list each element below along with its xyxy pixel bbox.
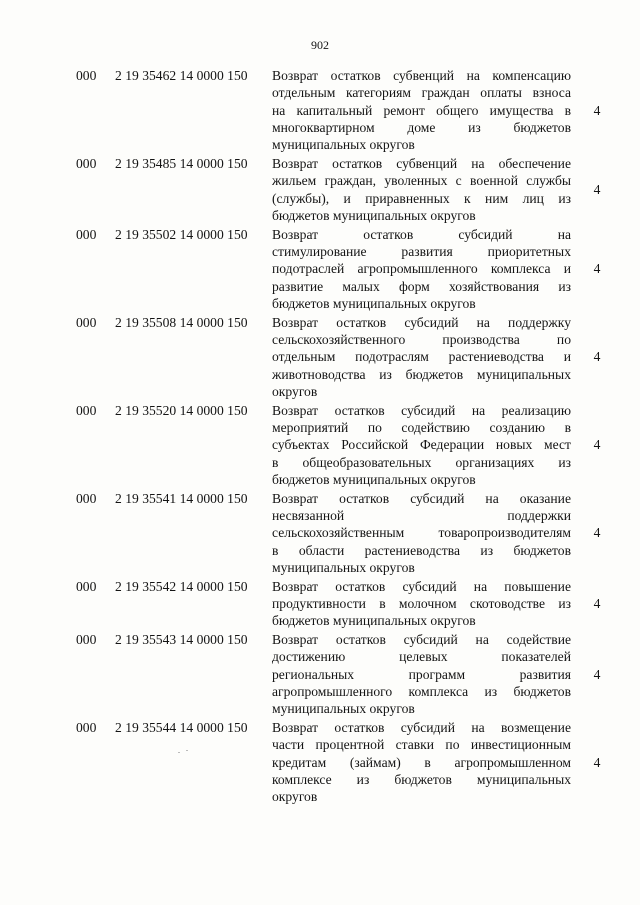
income-name-line: округов <box>272 383 318 399</box>
norm-value-cell: 4 <box>593 181 601 197</box>
income-name-cell <box>272 578 571 630</box>
income-name-line: части процентной ставки по инвестиционным <box>272 737 571 753</box>
norm-value-cell: 4 <box>593 595 601 611</box>
income-name-cell <box>272 402 571 488</box>
income-name-line: жильем граждан, уволенных с военной службы <box>272 173 571 189</box>
budget-classification-code-cell: 2 19 35544 14 0000 150 <box>115 719 248 735</box>
income-name-line: Возврат остатков субвенций на компенсацию <box>272 68 571 83</box>
scan-speck <box>178 752 180 753</box>
income-name-line: подотраслей агропромышленного комплекса и <box>272 261 571 277</box>
budget-classification-code-cell: 2 19 35485 14 0000 150 <box>115 155 248 171</box>
admin-code-cell: 000 <box>76 578 97 594</box>
budget-classification-code-cell: 2 19 35462 14 0000 150 <box>115 68 248 83</box>
income-name-line: сельскохозяйственного производства по <box>272 331 571 347</box>
income-name-line: Возврат остатков субсидий на поддержку <box>272 314 571 330</box>
norm-value-cell: 4 <box>593 666 601 682</box>
income-name-cell <box>272 631 571 717</box>
income-name-line: кредитам (займам) в агропромышленном <box>272 754 571 770</box>
income-name-line: Возврат остатков субсидий на содействие <box>272 632 571 647</box>
income-name-line: муниципальных округов <box>272 701 415 717</box>
income-name-line: бюджетов муниципальных округов <box>272 207 476 223</box>
income-name-line: сельскохозяйственным товаропроизводителям <box>272 525 571 541</box>
income-name-line: Возврат остатков субсидий на реализацию <box>272 402 571 418</box>
income-name-line: развитие малых форм хозяйствования из <box>272 278 571 294</box>
income-name-line: округов <box>272 789 318 805</box>
income-name-line: многоквартирном доме из бюджетов <box>272 119 571 135</box>
admin-code-cell: 000 <box>76 490 97 506</box>
norm-value-cell: 4 <box>593 525 601 541</box>
table-row <box>0 631 640 717</box>
admin-code-cell: 000 <box>76 632 97 647</box>
income-name-line: в общеобразовательных организациях из <box>272 454 571 470</box>
income-name-line: муниципальных округов <box>272 137 415 153</box>
admin-code-cell: 000 <box>76 226 97 242</box>
income-name-line: Возврат остатков субсидий на повышение <box>272 578 571 594</box>
norm-value-cell: 4 <box>593 349 601 365</box>
income-name-line: животноводства из бюджетов муниципальных <box>272 366 571 382</box>
norm-value-cell: 4 <box>593 437 601 453</box>
income-name-cell <box>272 226 571 312</box>
income-name-line: агропромышленного комплекса из бюджетов <box>272 683 571 699</box>
income-name-line: комплексе из бюджетов муниципальных <box>272 771 571 787</box>
income-name-cell <box>272 314 571 400</box>
table-row <box>0 226 640 312</box>
income-name-cell <box>272 490 571 576</box>
income-name-line: бюджетов муниципальных округов <box>272 295 476 311</box>
income-name-line: Возврат остатков субсидий на <box>272 226 571 242</box>
income-name-line: Возврат остатков субсидий на возмещение <box>272 719 571 735</box>
admin-code-cell: 000 <box>76 719 97 735</box>
admin-code-cell: 000 <box>76 155 97 171</box>
income-name-line: мероприятий по содействию созданию в <box>272 419 571 435</box>
income-name-line: в области растениеводства из бюджетов <box>272 542 571 558</box>
admin-code-cell: 000 <box>76 402 97 418</box>
income-name-line: отдельным категориям граждан оплаты взноса <box>272 85 571 101</box>
income-name-line: региональных программ развития <box>272 666 571 682</box>
admin-code-cell: 000 <box>76 68 97 83</box>
income-name-line: бюджетов муниципальных округов <box>272 471 476 487</box>
page-number: 902 <box>311 38 329 52</box>
table-row <box>0 67 640 153</box>
table-row <box>0 719 640 805</box>
income-name-line: отдельным подотраслям растениеводства и <box>272 349 571 365</box>
income-name-line: муниципальных округов <box>272 559 415 575</box>
budget-classification-code-cell: 2 19 35520 14 0000 150 <box>115 402 248 418</box>
income-name-line: бюджетов муниципальных округов <box>272 613 476 629</box>
income-name-cell <box>272 67 571 153</box>
norm-value-cell: 4 <box>593 102 601 118</box>
income-name-cell <box>272 155 571 224</box>
income-name-line: Возврат остатков субсидий на оказание <box>272 490 571 506</box>
norm-value-cell: 4 <box>593 261 601 277</box>
income-name-line: несвязанной поддержки <box>272 507 571 523</box>
income-name-line: Возврат остатков субвенций на обеспечение <box>272 155 571 171</box>
table-row <box>0 155 640 224</box>
budget-classification-code-cell: 2 19 35543 14 0000 150 <box>115 632 248 647</box>
budget-classification-code-cell: 2 19 35542 14 0000 150 <box>115 578 248 594</box>
budget-classification-code-cell: 2 19 35508 14 0000 150 <box>115 314 248 330</box>
budget-classification-code-cell: 2 19 35541 14 0000 150 <box>115 490 248 506</box>
income-name-line: продуктивности в молочном скотоводстве из <box>272 595 571 611</box>
income-name-line: (службы), и приравненных к ним лиц из <box>272 190 571 206</box>
income-name-line: достижению целевых показателей <box>272 649 571 665</box>
table-row <box>0 490 640 576</box>
norm-value-cell: 4 <box>593 754 601 770</box>
income-name-line: на капитальный ремонт общего имущества в <box>272 102 571 118</box>
budget-classification-code-cell: 2 19 35502 14 0000 150 <box>115 226 248 242</box>
table-row <box>0 402 640 488</box>
income-name-line: субъектах Российской Федерации новых мест <box>272 437 571 453</box>
table-row <box>0 578 640 630</box>
income-name-line: стимулирование развития приоритетных <box>272 243 571 259</box>
admin-code-cell: 000 <box>76 314 97 330</box>
budget-codes-table <box>0 67 640 805</box>
income-name-cell <box>272 719 571 805</box>
scan-speck <box>186 750 188 751</box>
table-row <box>0 314 640 400</box>
